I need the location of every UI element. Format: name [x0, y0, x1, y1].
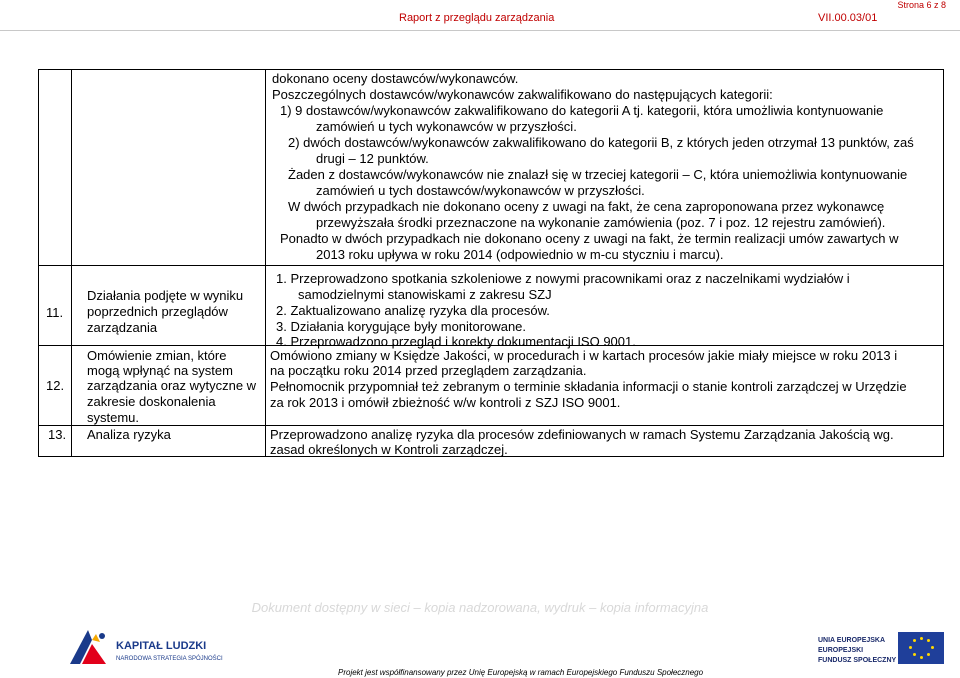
star-icon [931, 646, 934, 649]
row-content-line: Omówiono zmiany w Księdze Jakości, w procedurach i w kartach procesów jakie miały miejsce w roku 2013 i [270, 348, 898, 363]
row-top-line: dokonano oceny dostawców/wykonawców. [272, 71, 519, 86]
row-title-line: mogą wpłynąć na system [87, 363, 233, 378]
eu-logo-text [818, 636, 896, 666]
star-icon [909, 646, 912, 649]
watermark-text: Dokument dostępny w sieci – kopia nadzorowana, wydruk – kopia informacyjna [251, 600, 709, 615]
row-content-line: zasad określonych w Kontroli zarządczej. [270, 442, 508, 457]
star-icon [920, 656, 923, 659]
row-content-line: Przeprowadzono analizę ryzyka dla procesów zdefiniowanych w ramach Systemu Zarządzania Jakością wg. [270, 427, 894, 442]
row-top-line: Żaden z dostawców/wykonawców nie znalazł się w trzeciej kategorii – C, która uniemożliwia kontynuowanie [288, 167, 908, 182]
eu-logo-line: UNIA EUROPEJSKA [818, 637, 886, 644]
row-top-line: zamówień u tych wykonawców w przyszłości. [316, 119, 577, 134]
star-icon [927, 639, 930, 642]
eu-logo-line: EUROPEJSKI [818, 647, 864, 654]
row-title-line: zarządzania [87, 320, 158, 335]
row-number: 12. [46, 378, 65, 393]
document-code: VII.00.03/01 [818, 12, 878, 24]
star-icon [913, 639, 916, 642]
row-content-line: Pełnomocnik przypomniał też zebranym o terminie składania informacji o stanie kontroli zarządczej w Urzędzie [270, 379, 907, 394]
star-icon [913, 653, 916, 656]
column-divider-content [265, 69, 266, 457]
row-top-line: 2013 roku upływa w roku 2014 (odpowiednio w m-cu styczniu i marcu). [316, 247, 724, 262]
page-number: Strona 6 z 8 [897, 0, 946, 10]
row-title-line: zakresie doskonalenia [87, 394, 216, 409]
header-divider [0, 30, 960, 31]
row-title-line: systemu. [87, 410, 140, 425]
row-top-line: Poszczególnych dostawców/wykonawców zakwalifikowano do następujących kategorii: [272, 87, 773, 102]
row-title-line: zarządzania oraz wytyczne w [87, 378, 257, 393]
star-icon [927, 653, 930, 656]
row-content-line: na początku roku 2014 przed przeglądem zarządzania. [270, 363, 587, 378]
star-icon [920, 637, 923, 640]
row-divider [38, 265, 944, 266]
row-top-line: drugi – 12 punktów. [316, 151, 429, 166]
logo-title: KAPITAŁ LUDZKI [116, 640, 207, 652]
row-content-line: 4. Przeprowadzono przegląd i korekty dokumentacji ISO 9001. [276, 334, 636, 349]
row-content-line: 1. Przeprowadzono spotkania szkoleniowe z nowymi pracownikami oraz z naczelnikami wydziałów i [276, 271, 850, 286]
row-divider [38, 425, 944, 426]
row-top-line: 1) 9 dostawców/wykonawców zakwalifikowano do kategorii A tj. kategorii, która umożliwia kontynuowanie [280, 103, 884, 118]
row-top-line: Ponadto w dwóch przypadkach nie dokonano oceny z uwagi na fakt, że termin realizacji umów zawartych w [280, 231, 899, 246]
row-number: 11. [46, 305, 64, 320]
row-number: 13. [48, 427, 67, 442]
kapital-ludzki-logo [66, 628, 110, 668]
row-content-line: za rok 2013 i omówił zbieżność w/w kontroli z SZJ ISO 9001. [270, 395, 621, 410]
logo-subtitle: NARODOWA STRATEGIA SPÓJNOŚCI [116, 656, 223, 662]
row-content-line: 3. Działania korygujące były monitorowane. [276, 319, 527, 334]
document-title: Raport z przeglądu zarządzania [399, 12, 555, 24]
eu-flag-icon [898, 632, 944, 664]
row-content-line: samodzielnymi stanowiskami z zakresu SZJ [298, 287, 552, 302]
footer-note: Projekt jest współfinansowany przez Unię Europejską w ramach Europejskiego Funduszu Społecznego [338, 668, 704, 677]
row-title-line: poprzednich przeglądów [87, 304, 228, 319]
column-divider-number [71, 69, 72, 457]
row-top-line: zamówień u tych dostawców/wykonawców w przyszłości. [316, 183, 645, 198]
row-top-line: przewyższała środki przeznaczone na wykonanie zamówienia (poz. 7 i poz. 12 rejestru zamówień). [316, 215, 886, 230]
eu-logo-line: FUNDUSZ SPOŁECZNY [818, 657, 897, 664]
row-title: Analiza ryzyka [87, 427, 171, 442]
row-top-line: W dwóch przypadkach nie dokonano oceny z uwagi na fakt, że cena zaproponowana przez wykonawcę [288, 199, 885, 214]
row-title-line: Omówienie zmian, które [87, 348, 227, 363]
row-title-line: Działania podjęte w wyniku [87, 288, 244, 303]
row-content-line: 2. Zaktualizowano analizę ryzyka dla procesów. [276, 303, 550, 318]
row-top-line: 2) dwóch dostawców/wykonawców zakwalifikowano do kategorii B, z których jeden otrzymał 13 punktów, zaś [288, 135, 914, 150]
